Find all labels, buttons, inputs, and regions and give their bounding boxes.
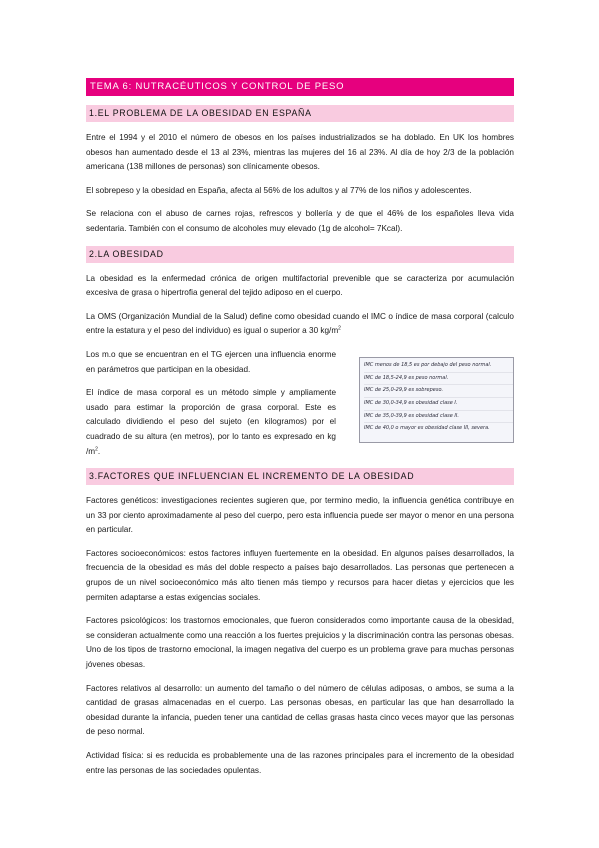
superscript: 2 — [95, 445, 98, 452]
imc-row: IMC de 35,0-39,9 es obesidad clase II. — [364, 411, 513, 424]
chapter-banner: TEMA 6: NUTRACÉUTICOS Y CONTROL DE PESO — [86, 78, 514, 96]
imc-row: IMC de 30,0-34,9 es obesidad clase I. — [364, 398, 513, 411]
imc-block — [86, 348, 514, 468]
paragraph — [86, 310, 514, 339]
paragraph: Se relaciona con el abuso de carnes rojas, refrescos y bollería y de que el 46% de los españoles lleva vida sedentaria. También con el consumo de alcoholes muy elevado (1g de alcohol= 7Kcal). — [86, 209, 514, 233]
imc-row: IMC de 25,0-29,9 es sobrepeso. — [364, 385, 513, 398]
imc-row: IMC de 18,5-24,9 es peso normal. — [364, 373, 513, 386]
paragraph: El sobrepeso y la obesidad en España, afecta al 56% de los adultos y al 77% de los niños y adolescentes. — [86, 185, 472, 195]
paragraph: Factores relativos al desarrollo: un aumento del tamaño o del número de células adiposas, o ambos, se suma a la cantidad de grasas almacenadas en el cuerpo. Las personas obesas, en particular las que han desarrollado la obesidad durante la infancia, pueden tener una cantidad de cellas grasas hasta cinco veces mayor que las personas de peso normal. — [86, 683, 514, 737]
period: . — [97, 446, 101, 456]
section-heading-3: 3.FACTORES QUE INFLUENCIAN EL INCREMENTO DE LA OBESIDAD — [86, 468, 514, 485]
section-heading-2: 2.LA OBESIDAD — [86, 246, 514, 263]
imc-explanation-text: El índice de masa corporal es un método simple y ampliamente usado para estimar la proporción de grasa corporal. Este es calculado dividiendo el peso del sujeto (en kilogramos) por el cuadrado de su altura (en metros), por lo tanto es expresado en kg /m — [86, 388, 336, 456]
paragraph: Entre el 1994 y el 2010 el número de obesos en los países industrializados se ha doblado. En UK los hombres obesos han aumentado desde el 13 al 23%, mientras las mujeres del 16 al 23%. Al día de hoy 2/3 de la población americana (138 millones de personas) son clínicamente obesos. — [86, 133, 514, 172]
section-heading-1: 1.EL PROBLEMA DE LA OBESIDAD EN ESPAÑA — [86, 105, 514, 122]
imc-row: IMC menos de 18,5 es por debajo del peso normal. — [364, 360, 513, 373]
imc-text-column — [86, 348, 336, 468]
imc-classification-table — [359, 357, 514, 443]
superscript: 2 — [338, 325, 341, 332]
document-page — [86, 78, 514, 787]
oms-definition-text: La OMS (Organización Mundial de la Salud) define como obesidad cuando el IMC o índice de masa corporal (calculo entre la estatura y el peso del individuo) es igual o superior a 30 kg/m — [86, 311, 514, 336]
paragraph: La obesidad es la enfermedad crónica de origen multifactorial prevenible que se caracteriza por acumulación excesiva de grasa o hipertrofia general del tejido adiposo en el cuerpo. — [86, 273, 514, 298]
paragraph: Factores psicológicos: los trastornos emocionales, que fueron considerados como importante causa de la obesidad, se consideran actualmente como una reacción a los fuertes prejuicios y la discriminación contra las personas obesas. Uno de los tipos de trastorno emocional, la imagen negativa del cuerpo es un problema grave para muchas personas jóvenes obesas. — [86, 616, 514, 670]
paragraph: Factores genéticos: investigaciones recientes sugieren que, por termino medio, la influencia genética contribuye en un 33 por ciento aproximadamente al peso del cuerpo, pero esta influencia puede ser mayor o menor en una persona en particular. — [86, 496, 514, 535]
paragraph: Los m.o que se encuentran en el TG ejercen una influencia enorme en parámetros que participan en la obesidad. — [86, 349, 336, 374]
paragraph: Factores socioeconómicos: estos factores influyen fuertemente en la obesidad. En algunos países desarrollados, la frecuencia de la obesidad es más del doble respecto a países bajo desarrollados. Las personas que pertenecen a grupos de un nivel socioeconómico más alto tienen más tiempo y recursos para hacer dietas y ejercicios que les permiten adaptarse a estas exigencias sociales. — [86, 548, 514, 602]
paragraph — [86, 386, 336, 459]
paragraph: Actividad física: si es reducida es probablemente una de las razones principales para el incremento de la obesidad entre las personas de las sociedades opulentas. — [86, 751, 514, 775]
imc-row: IMC de 40,0 o mayor es obesidad clase III, severa. — [364, 425, 490, 432]
